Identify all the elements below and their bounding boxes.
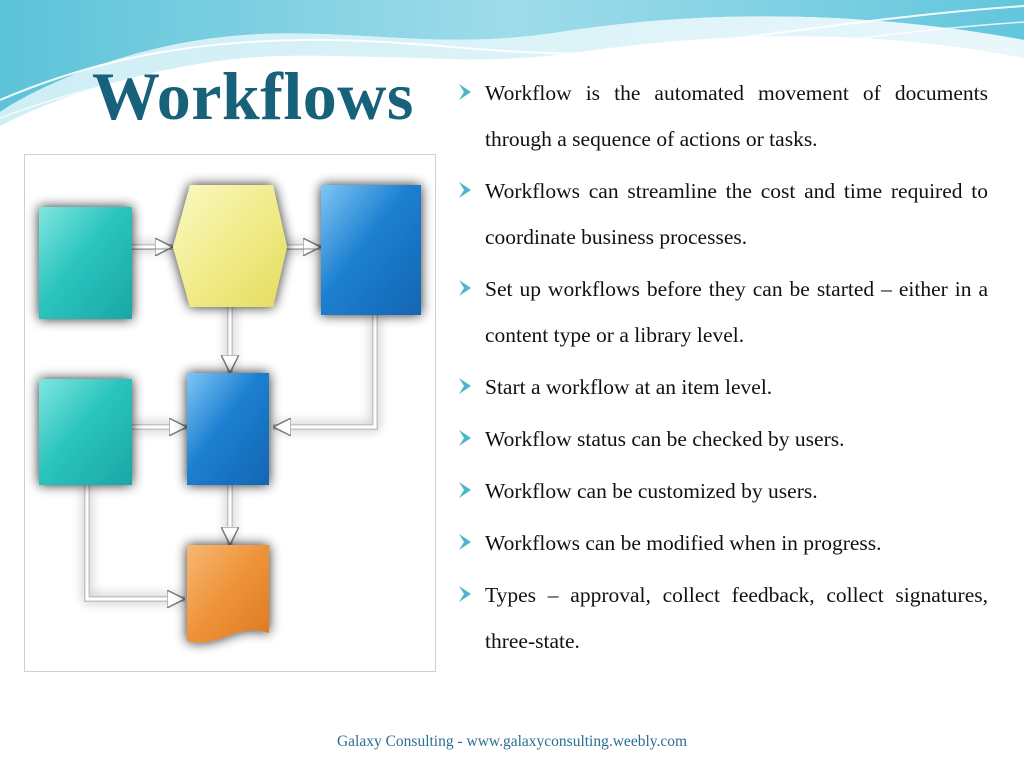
arrowhead-bullet-icon bbox=[456, 584, 474, 604]
workflow-diagram-image bbox=[24, 154, 436, 672]
bullet-item bbox=[456, 468, 988, 514]
bullet-item bbox=[456, 266, 988, 358]
arrowhead-bullet-icon bbox=[456, 82, 474, 102]
bullet-item bbox=[456, 70, 988, 162]
workflow-diagram-svg bbox=[25, 155, 437, 673]
teal-process-box-2 bbox=[39, 379, 132, 485]
arrowhead-bullet-icon bbox=[456, 278, 474, 298]
bullet-text: Workflows can be modified when in progress. bbox=[485, 531, 882, 555]
bullet-list bbox=[456, 70, 988, 670]
bullet-text: Types – approval, collect feedback, collect signatures, three-state. bbox=[485, 583, 988, 653]
slide-footer: Galaxy Consulting - www.galaxyconsulting.weebly.com bbox=[336, 733, 688, 750]
slide-title: Workflows bbox=[92, 58, 414, 134]
bullet-text: Set up workflows before they can be started – either in a content type or a library level. bbox=[485, 277, 988, 347]
bullet-item bbox=[456, 520, 988, 566]
arrowhead-bullet-icon bbox=[456, 376, 474, 396]
bullet-text: Start a workflow at an item level. bbox=[485, 375, 773, 399]
bullet-item bbox=[456, 416, 988, 462]
orange-document-shape bbox=[187, 545, 269, 643]
blue-process-box-2 bbox=[187, 373, 269, 485]
bullet-text: Workflow can be customized by users. bbox=[485, 479, 818, 503]
bullet-item bbox=[456, 168, 988, 260]
blue-process-box-1 bbox=[321, 185, 421, 315]
bullet-text: Workflows can streamline the cost and time required to coordinate business processes. bbox=[485, 179, 988, 249]
bullet-item bbox=[456, 364, 988, 410]
arrowhead-bullet-icon bbox=[456, 480, 474, 500]
arrowhead-bullet-icon bbox=[456, 180, 474, 200]
bullet-item bbox=[456, 572, 988, 664]
teal-process-box-1 bbox=[39, 207, 132, 319]
bullet-text: Workflow is the automated movement of documents through a sequence of actions or tasks. bbox=[485, 81, 988, 151]
yellow-hexagon-step bbox=[173, 185, 287, 307]
bullet-text: Workflow status can be checked by users. bbox=[485, 427, 845, 451]
arrowhead-bullet-icon bbox=[456, 428, 474, 448]
arrowhead-bullet-icon bbox=[456, 532, 474, 552]
